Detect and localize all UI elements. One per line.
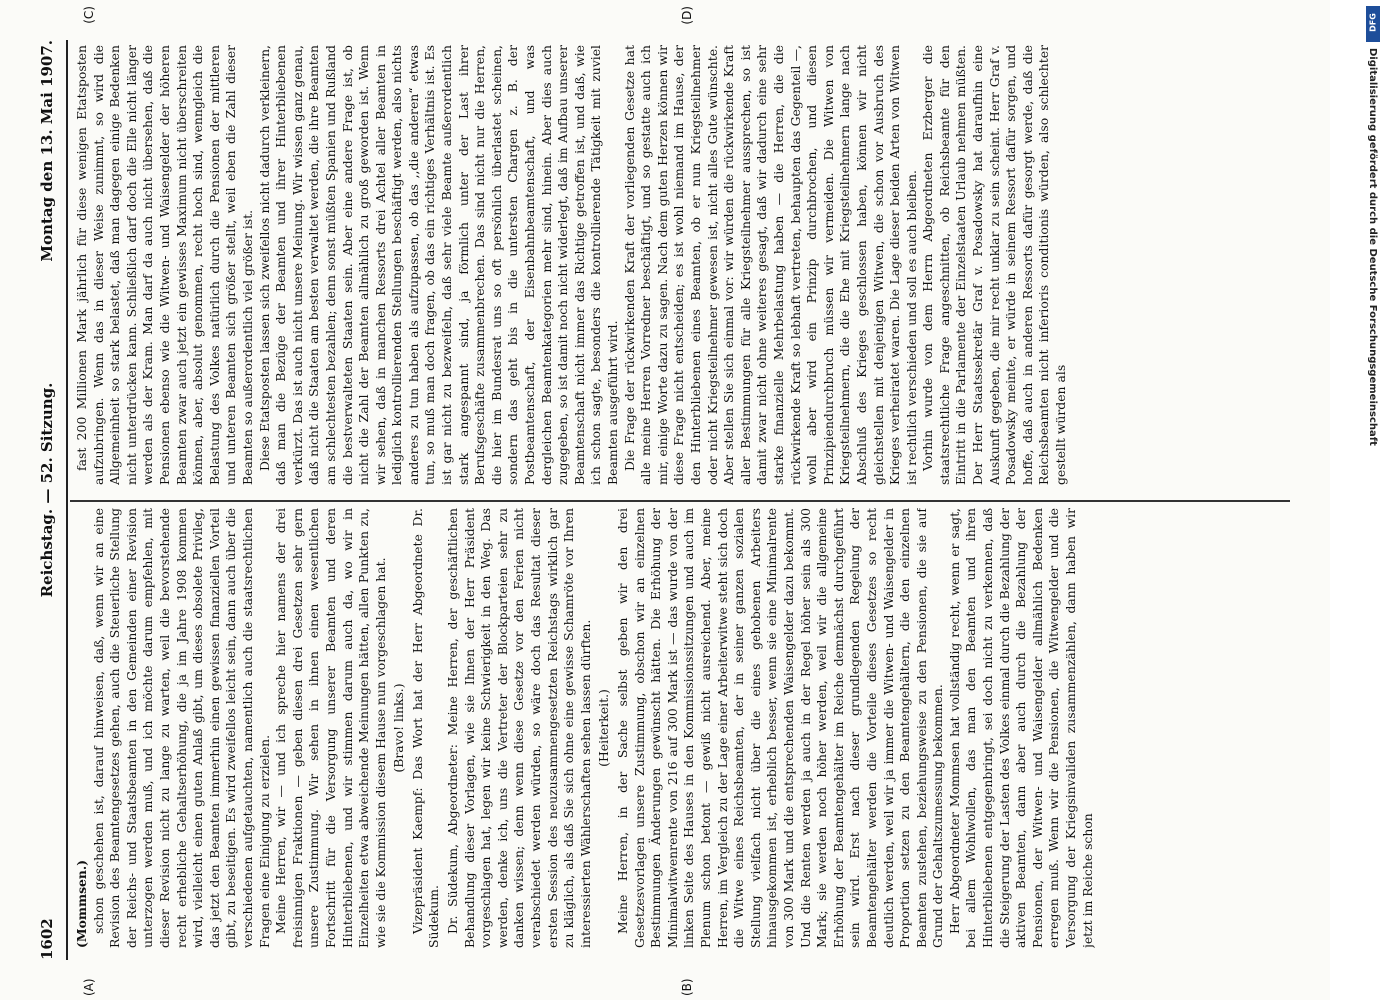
margin-mark-a: (A) <box>82 978 96 996</box>
speaker-tag: (Mommsen.) <box>74 859 89 948</box>
left-text-column <box>74 508 1290 948</box>
dfg-logo-icon <box>1366 6 1380 42</box>
column-divider <box>70 501 1290 503</box>
paragraph: Herr Abgeordneter Mommsen hat vollständig recht, wenn er sagt, bei allem Wohlwollen, das man den Beamten und ihren Hinterbliebenen entgegenbringt, sei doch nicht zu verkennen, daß die Steigerung der Lasten des Volkes einmal durch die Bezahlung der aktiven Beamten, dann aber auch durch die Bezahlung der Pensionen, der Witwen- und Waisengelder allmählich Bedenken erregen muß. Wenn wir die Pensionen, die Witwengelder und die Versorgung der Kriegsinvaliden zusammenzählen, dann haben wir jetzt im Reiche schon <box>946 508 1095 948</box>
vice-president-statement: Vizepräsident Kaempf: Das Wort hat der Herr Abgeordnete Dr. Südekum. <box>409 508 442 948</box>
paragraph: Diese Etatsposten lassen sich zweifellos nicht dadurch verkleinern, daß man die Bezüge der Beamten und ihrer Hinterbliebenen verkürzt. Das ist auch nicht unsere Meinung. Wir wissen ganz genau, daß nicht die Staaten am besten verwaltet werden, die ihre Beamten am schlechtesten bezahlen; denn sonst müßten Spanien und Rußland die bestverwalteten Staaten sein. Aber eine andere Frage ist, ob nicht die Zahl der Beamten allmählich zu groß geworden ist. Wenn wir sehen, daß in manchen Ressorts drei Achtel aller Beamten in lediglich kontrollierenden Stellungen beschäftigt werden, also nichts anderes zu tun haben als aufzupassen, ob das ,,die anderen“ etwas tun, so muß man doch fragen, ob das ein richtiges Verhältnis ist. Es ist gar nicht zu bezweifeln, daß sehr viele Beamte außerordentlich stark angespannt sind, ja förmlich unter der Last ihrer Berufsgeschäfte zusammenbrechen. Das sind nicht nur die Herren, die hier im Bundesrat uns so oft persönlich überlastet scheinen, sondern das geht bis in die untersten Chargen z. B. der Postbeamtenschaft, der Eisenbahnbeamtenschaft, und was dergleichen Beamtenkategorien mehr sind, hinein. Aber dies auch zugegeben, so ist damit noch nicht widerlegt, daß im Aufbau unserer Beamtenschaft nicht immer das Richtige getroffen ist, und daß, wie ich schon sagte, besonders die kontrollierende Tätigkeit mit zuviel Beamten ausgeführt wird. <box>256 45 620 485</box>
paragraph: Die Frage der rückwirkenden Kraft der vorliegenden Gesetze hat alle meine Herren Vorredner beschäftigt, und so gestatte auch ich mir, einige Worte dazu zu sagen. Nach dem guten Herzen können wir diese Frage nicht entscheiden; es ist wohl niemand im Hause, der den Hinterbliebenen eines Beamten, ob er nun Kriegsteilnehmer oder nicht Kriegsteilnehmer gewesen ist, nicht alles Gute wünschte. Aber stellen Sie sich einmal vor: wir würden die rückwirkende Kraft aller Bestimmungen für alle Kriegsteilnehmer aussprechen, so ist damit zwar nicht ohne weiteres gesagt, daß wir dadurch eine sehr starke finanzielle Mehrbelastung haben — die Herren, die die rückwirkende Kraft so lebhaft vertreten, behaupten das Gegenteil —, wohl aber wird ein Prinzip durchbrochen, und diesen Prinzipiendurchbruch müssen wir vermeiden. Die Witwen von Kriegsteilnehmern, die die Ehe mit Kriegsteilnehmern lange nach Abschluß des Krieges geschlossen haben, können wir nicht gleichstellen mit denjenigen Witwen, die schon vor Ausbruch des Krieges verheiratet waren. Die Lage dieser beiden Arten von Witwen ist rechtlich verschieden und soll es auch bleiben. <box>621 45 919 485</box>
paragraph: Meine Herren, in der Sache selbst geben wir den drei Gesetzesvorlagen unsere Zustimmung, obschon wir an einzelnen Bestimmungen Änderungen gewünscht hätten. Die Erhöhung der Minimalwitwenrente von 216 auf 300 Mark ist — das wurde von der linken Seite des Hauses in den Kommissionssitzungen und auch im Plenum schon betont — gewiß nicht ausreichend. Aber, meine Herren, im Vergleich zu der Lage einer Arbeiterwitwe steht sich doch die Witwe eines Reichsbeamten, der in seiner ganzen sozialen Stellung vielfach nicht über die eines gehobenen Arbeiters hinausgekommen ist, erheblich besser, wenn sie eine Minimalrente von 300 Mark und die entsprechenden Waisengelder dazu bekommt. Und die Renten werden ja auch in der Regel höher sein als 300 Mark; sie werden noch höher werden, weil wir die allgemeine Erhöhung der Beamtengehälter im Reiche demnächst durchgeführt sein wird. Erst nach dieser grundlegenden Regelung der Beamtengehälter werden die Vorteile dieses Gesetzes so recht deutlich werden, weil wir ja immer die Witwen- und Waisengelder in Proportion setzen zu den Beamtengehältern, die den einzelnen Beamten zustehen, beziehungsweise zu den Pensionen, die sie auf Grund der Gehaltszumessung bekommen. <box>615 508 946 948</box>
interjection: (Bravo! links.) <box>391 683 407 773</box>
session-title: Reichstag. — 52. Sitzung. <box>38 382 56 598</box>
session-date: Montag den 13. Mai 1907. <box>38 40 56 262</box>
paragraph: fast 200 Millionen Mark jährlich für diese wenigen Etatsposten aufzubringen. Wenn das in dieser Weise zunimmt, so wird die Allgemeinheit so stark belastet, daß man dagegen einige Bedenken nicht unterdrücken kann. Schließlich darf doch die Elle nicht länger werden als der Kram. Man darf da auch nicht übersehen, daß die Pensionen ebenso wie die Witwen- und Waisengelder der höheren Beamten zwar auch jetzt ein gewisses Maximum nicht überschreiten können, aber, absolut genommen, recht hoch sind, wenngleich die Belastung des Volkes natürlich durch die Pensionen der mittleren und unteren Beamten sich größer stellt, weil eben die Zahl dieser Beamten so außerordentlich viel größer ist. <box>74 45 255 485</box>
interjection: (Heiterkeit.) <box>596 689 612 767</box>
paragraph: Vorhin wurde von dem Herrn Abgeordneten Erzberger die staatsrechtliche Frage angeschnitten, ob Reichsbeamte für den Eintritt in die Parlamente der Einzelstaaten Urlaub nehmen müßten. Der Herr Staatssekretär Graf v. Posadowsky hat daraufhin eine Auskunft gegeben, die mir recht unklar zu sein scheint. Herr Graf v. Posadowsky meinte, er würde in seinem Ressort dafür sorgen, und hoffe, daß auch in anderen Ressorts dafür gesorgt werde, daß die Reichsbeamten nicht inferioris conditionis würden, also schlechter gestellt würden als <box>920 45 1069 485</box>
right-text-column <box>74 45 1290 485</box>
dfg-logo-text: DFG <box>1368 13 1378 32</box>
digitization-credit: Digitalisierung gefördert durch die Deutsche Forschungsgemeinschaft <box>1367 48 1378 446</box>
margin-mark-d: (D) <box>680 6 694 25</box>
page-number: 1602 <box>38 918 56 960</box>
margin-mark-c: (C) <box>82 6 96 24</box>
margin-mark-b: (B) <box>680 978 694 996</box>
paragraph: Dr. Südekum, Abgeordneter: Meine Herren, der geschäftlichen Behandlung dieser Vorlagen, wie sie Ihnen der Herr Präsident vorgeschlagen hat, legen wir keine Schwierigkeit in den Weg. Das werden, denke ich, uns die Vertreter der Blockparteien sehr zu danken wissen; denn wenn diese Gesetze vor den Ferien nicht verabschiedet werden würden, so wäre doch das Resultat dieser ersten Session des neuzusammengesetzten Reichstags wirklich gar zu kläglich, als daß Sie sich ohne eine gewisse Schamröte vor Ihren interessierten Wählerschaften sehen lassen dürften. <box>445 508 593 948</box>
header-rule <box>66 40 68 960</box>
paragraph: Meine Herren, wir — und ich spreche hier namens der drei freisinnigen Fraktionen — geben diesen drei Gesetzen sehr gern unsere Zustimmung. Wir sehen in ihnen einen wesentlichen Fortschritt für die Versorgung unserer Beamten und deren Hinterbliebenen, und wir stimmen darum auch da, wo wir in Einzelheiten etwa abweichende Meinungen hätten, allen Punkten zu, wie sie die Kommission diesem Hause nun vorgeschlagen hat. <box>273 508 388 948</box>
paragraph: schon geschehen ist, darauf hinweisen, daß, wenn wir an eine Revision des Beamtengesetzes gehen, auch die Steuerliche Stellung der Reichs- und Staatsbeamten in den Gemeinden einer Revision unterzogen werden muß, und ich möchte darum empfehlen, mit dieser Revision nicht zu lange zu warten, weil die bevorstehende recht erhebliche Gehaltserhöhung, die ja im Jahre 1908 kommen wird, vielleicht einen guten Anlaß gibt, um dieses obsolete Privileg, das jetzt den Beamten immerhin einen gewissen finanziellen Vorteil gibt, zu beseitigen. Es wird zweifellos leicht sein, dann auch über die verschiedenen aufgetauchten, namentlich auch die staatsrechtlichen Fragen eine Einigung zu erzielen. <box>90 508 272 948</box>
